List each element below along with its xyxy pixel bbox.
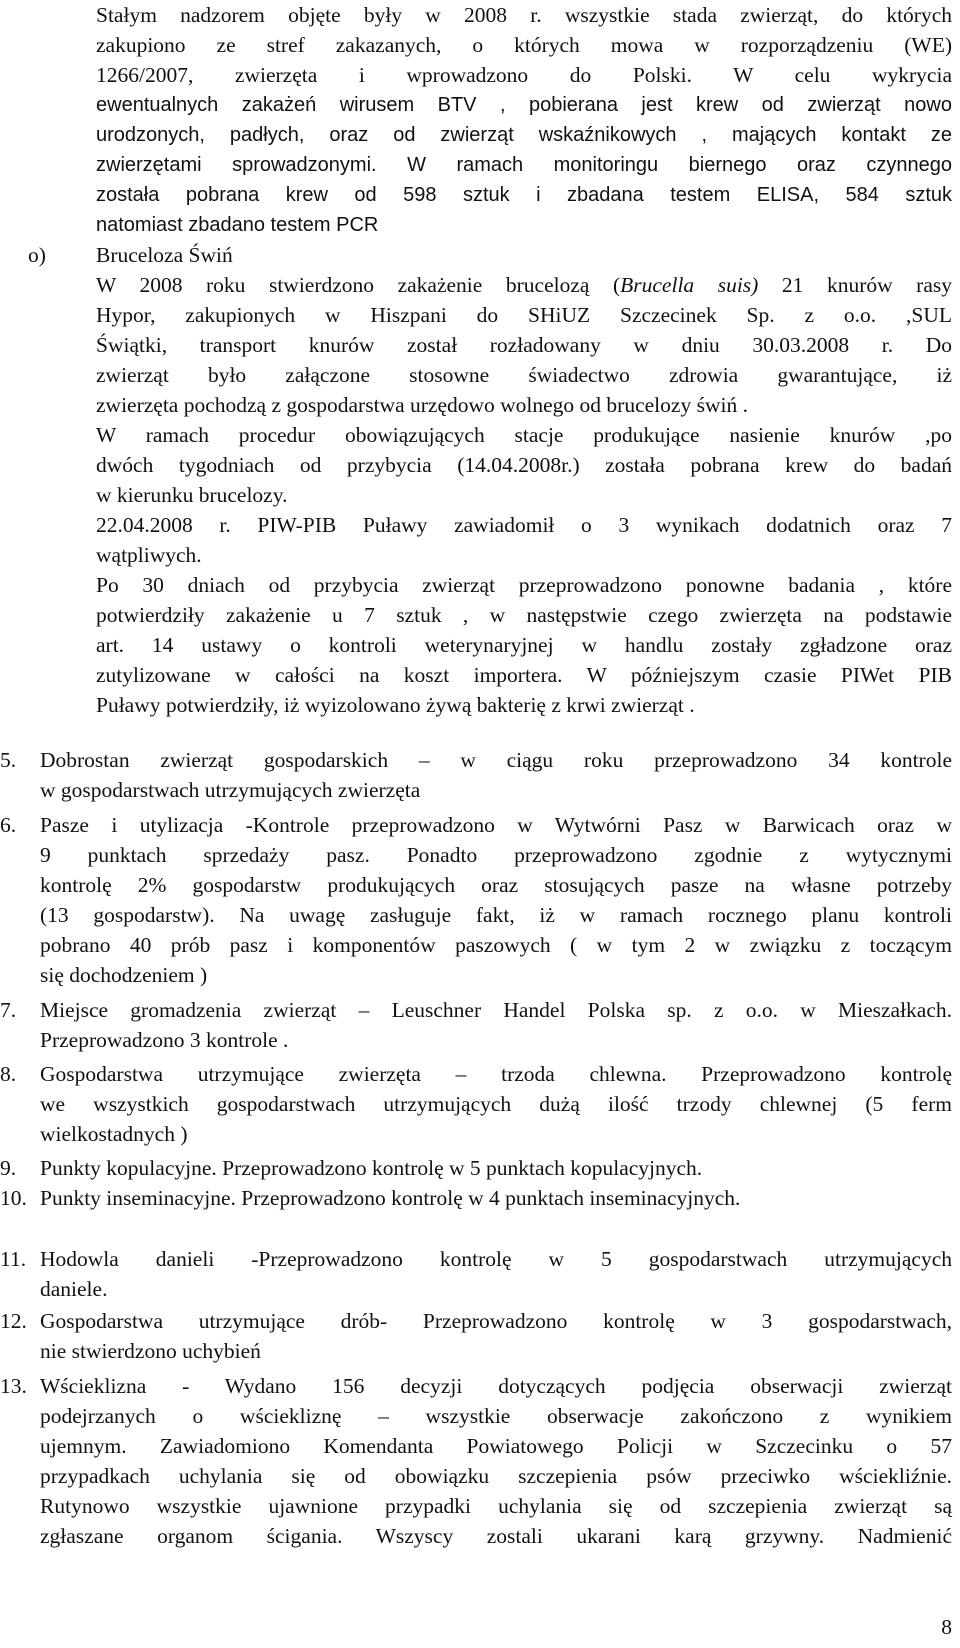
text-line: Po 30 dniach od przybycia zwierząt przeprowadzono ponowne badania , które — [96, 573, 952, 597]
text-line: 9 punktach sprzedaży pasz. Ponadto przeprowadzono zgodnie z wytycznymi — [40, 843, 952, 867]
item-number: 13. — [0, 1374, 27, 1398]
item-number: 7. — [0, 998, 17, 1022]
text-line: nie stwierdzono uchybień — [40, 1339, 261, 1363]
text-line: zwierzęta pochodzą z gospodarstwa urzędowo wolnego od brucelozy świń . — [96, 393, 748, 417]
text-line: 1266/2007, zwierzęta i wprowadzono do Polski. W celu wykrycia — [96, 63, 952, 87]
text-line: ujemnym. Zawiadomiono Komendanta Powiatowego Policji w Szczecinku o 57 — [40, 1434, 952, 1458]
item-number: 5. — [0, 748, 17, 772]
text-line: ewentualnych zakażeń wirusem BTV , pobierana jest krew od zwierząt nowo — [96, 94, 952, 116]
text-line: Dobrostan zwierząt gospodarskich – w ciągu roku przeprowadzono 34 kontrole — [40, 748, 952, 772]
text-line: Miejsce gromadzenia zwierząt – Leuschner Handel Polska sp. z o.o. w Mieszałkach. — [40, 998, 952, 1022]
text-line: potwierdziły zakażenie u 7 sztuk , w następstwie czego zwierzęta na podstawie — [96, 603, 952, 627]
text-line: przypadkach uchylania się od obowiązku szczepienia psów przeciwko wściekliźnie. — [40, 1464, 952, 1488]
item-number: 6. — [0, 813, 17, 837]
text-segment: 21 knurów rasy — [758, 273, 952, 297]
text-line: 22.04.2008 r. PIW-PIB Puławy zawiadomił o 3 wynikach dodatnich oraz 7 — [96, 513, 952, 537]
item-number: 8. — [0, 1062, 17, 1086]
text-segment: W 2008 roku stwierdzono zakażenie brucelozą ( — [96, 273, 621, 297]
latin-name: Brucella suis) — [620, 273, 759, 297]
text-line: Stałym nadzorem objęte były w 2008 r. wszystkie stada zwierząt, do których — [96, 3, 952, 27]
text-line: zwierzętami sprowadzonymi. W ramach monitoringu biernego oraz czynnego — [96, 154, 952, 176]
text-line: Hypor, zakupionych w Hiszpani do SHiUZ Szczecinek Sp. z o.o. ,SUL — [96, 303, 952, 327]
text-line: kontrolę 2% gospodarstw produkujących oraz stosujących pasze na własne potrzeby — [40, 873, 952, 897]
text-line: Wścieklizna - Wydano 156 decyzji dotyczących podjęcia obserwacji zwierząt — [40, 1374, 952, 1398]
text-line: Gospodarstwa utrzymujące zwierzęta – trzoda chlewna. Przeprowadzono kontrolę — [40, 1062, 952, 1086]
text-line: Punkty inseminacyjne. Przeprowadzono kontrolę w 4 punktach inseminacyjnych. — [40, 1186, 741, 1210]
text-line: daniele. — [40, 1277, 108, 1301]
item-number: 12. — [0, 1309, 27, 1333]
text-line: (13 gospodarstw). Na uwagę zasługuje fakt, iż w ramach rocznego planu kontroli — [40, 903, 952, 927]
text-line: W ramach procedur obowiązujących stacje produkujące nasienie knurów ,po — [96, 423, 952, 447]
text-line: się dochodzeniem ) — [40, 963, 208, 987]
text-line: Przeprowadzono 3 kontrole . — [40, 1028, 289, 1052]
item-number: 11. — [0, 1247, 27, 1271]
text-line: zakupiono ze stref zakazanych, o których mowa w rozporządzeniu (WE) — [96, 33, 952, 57]
text-line: Gospodarstwa utrzymujące drób- Przeprowadzono kontrolę w 3 gospodarstwach, — [40, 1309, 952, 1333]
text-line: Rutynowo wszystkie ujawnione przypadki uchylania się od szczepienia zwierząt są — [40, 1494, 952, 1518]
subsection-label: o) — [28, 243, 46, 267]
text-line: wielkostadnych ) — [40, 1122, 188, 1146]
text-line: zutylizowane w całości na koszt importera. W późniejszym czasie PIWet PIB — [96, 663, 952, 687]
text-line: Hodowla danieli -Przeprowadzono kontrolę w 5 gospodarstwach utrzymujących — [40, 1247, 952, 1271]
text-line: zwierząt było załączone stosowne świadectwo zdrowia gwarantujące, iż — [96, 363, 952, 387]
text-line: Punkty kopulacyjne. Przeprowadzono kontrolę w 5 punktach kopulacyjnych. — [40, 1156, 703, 1180]
text-line: Pasze i utylizacja -Kontrole przeprowadzono w Wytwórni Pasz w Barwicach oraz w — [40, 813, 952, 837]
text-line — [96, 270, 952, 300]
text-line: w kierunku brucelozy. — [96, 483, 288, 507]
page-number: 8 — [941, 1615, 952, 1639]
text-line: zgłaszane organom ścigania. Wszyscy zostali ukarani karą grzywny. Nadmienić — [40, 1524, 952, 1548]
text-line: została pobrana krew od 598 sztuk i zbadana testem ELISA, 584 sztuk — [96, 184, 952, 206]
text-line: art. 14 ustawy o kontroli weterynaryjnej w handlu zostały zgładzone oraz — [96, 633, 952, 657]
text-line: podejrzanych o wściekliznę – wszystkie obserwacje zakończono z wynikiem — [40, 1404, 952, 1428]
text-line: wątpliwych. — [96, 543, 202, 567]
text-line: Puławy potwierdziły, iż wyizolowano żywą bakterię z krwi zwierząt . — [96, 693, 695, 717]
text-line: pobrano 40 prób pasz i komponentów paszowych ( w tym 2 w związku z toczącym — [40, 933, 952, 957]
text-line: Świątki, transport knurów został rozładowany w dniu 30.03.2008 r. Do — [96, 333, 952, 357]
text-line: dwóch tygodniach od przybycia (14.04.2008r.) została pobrana krew do badań — [96, 453, 952, 477]
item-number: 10. — [0, 1186, 27, 1210]
text-line: we wszystkich gospodarstwach utrzymujących dużą ilość trzody chlewnej (5 ferm — [40, 1092, 952, 1116]
text-line: w gospodarstwach utrzymujących zwierzęta — [40, 778, 421, 802]
item-number: 9. — [0, 1156, 17, 1180]
text-line: natomiast zbadano testem PCR — [96, 214, 379, 236]
subsection-title: Bruceloza Świń — [96, 243, 233, 267]
text-line: urodzonych, padłych, oraz od zwierząt wskaźnikowych , mających kontakt ze — [96, 124, 952, 146]
